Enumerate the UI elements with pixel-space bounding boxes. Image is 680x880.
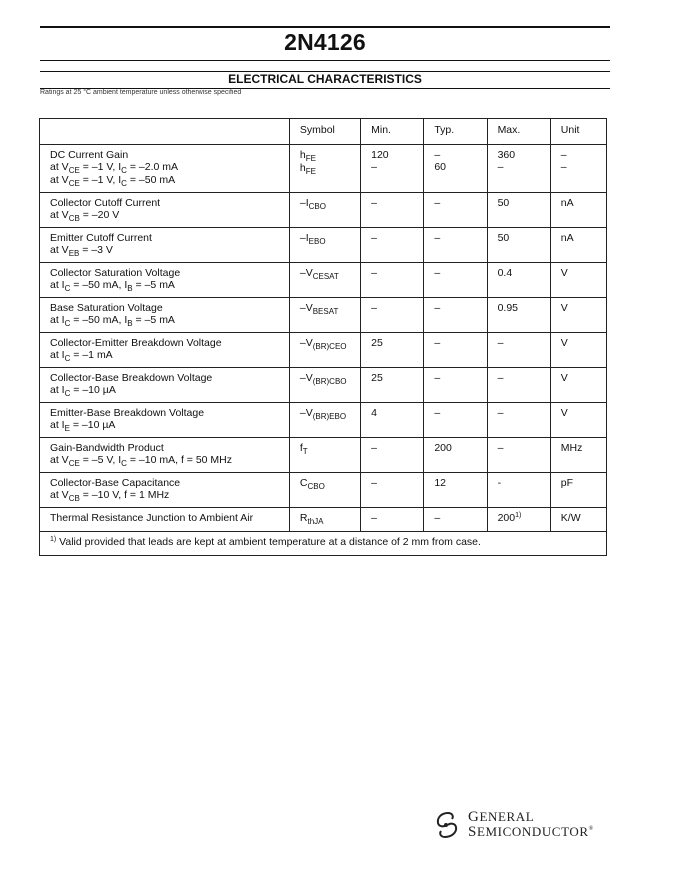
unit-cell <box>550 333 606 368</box>
symbol-cell <box>289 228 360 263</box>
max-cell <box>487 193 550 228</box>
unit-cell-line: – <box>560 149 567 161</box>
unit-cell-line: pF <box>560 477 574 489</box>
symbol-cell-line: $h_{FE}$ <box>299 149 316 163</box>
table-row <box>40 228 607 263</box>
param-cell <box>40 298 290 333</box>
param-cell-line: Collector-Base Breakdown Voltage <box>50 372 213 384</box>
symbol-cell-line: $C_{CBO}$ <box>299 477 325 491</box>
max-cell-line: – <box>497 442 504 454</box>
typ-cell <box>424 228 487 263</box>
max-cell-line: – <box>497 161 504 173</box>
electrical-characteristics-table <box>39 118 607 556</box>
min-cell <box>361 403 424 438</box>
min-cell <box>361 228 424 263</box>
max-cell <box>487 145 550 193</box>
part-number-title: 2N4126 <box>284 29 366 55</box>
param-cell-line: Emitter-Base Breakdown Voltage <box>50 407 205 419</box>
max-cell <box>487 228 550 263</box>
max-cell <box>487 508 550 532</box>
typ-cell <box>424 508 487 532</box>
footnote-cell <box>40 532 607 556</box>
table-body <box>40 145 607 532</box>
logo-text-general: GENERAL <box>468 809 535 825</box>
unit-cell-line: nA <box>560 232 574 244</box>
symbol-cell <box>289 438 360 473</box>
typ-cell-line: – <box>434 407 441 419</box>
param-cell-line: at $V_{CE} = -5$ V, $I_C = -10$ mA, f = 50 MHz <box>50 454 232 468</box>
param-cell-line: Collector-Emitter Breakdown Voltage <box>50 337 222 349</box>
unit-cell <box>550 508 606 532</box>
header-unit: Unit <box>550 119 606 145</box>
param-cell <box>40 473 290 508</box>
max-cell-line: 200 <box>497 512 516 524</box>
typ-cell <box>424 298 487 333</box>
unit-cell <box>550 473 606 508</box>
typ-cell-line: – <box>434 149 441 161</box>
unit-cell-line: V <box>560 302 568 314</box>
symbol-cell <box>289 298 360 333</box>
typ-cell-line: 12 <box>434 477 447 489</box>
unit-cell-line: V <box>560 337 568 349</box>
table-row <box>40 403 607 438</box>
header-min: Min. <box>361 119 424 145</box>
symbol-cell-line: $-V_{(BR)EBO}$ <box>299 407 347 421</box>
company-logo-icon <box>432 810 462 840</box>
param-cell <box>40 438 290 473</box>
param-cell-line: at $V_{CB} = -20$ V <box>50 209 120 223</box>
min-cell <box>361 263 424 298</box>
symbol-cell-line: $-V_{(BR)CEO}$ <box>299 337 347 351</box>
max-cell-line: 50 <box>497 197 510 209</box>
min-cell-line: – <box>371 161 377 173</box>
param-cell-line: at $I_C = -50$ mA, $I_B = -5$ mA <box>50 279 175 293</box>
typ-cell-line: – <box>434 197 441 209</box>
min-cell <box>361 333 424 368</box>
top-rule <box>40 26 610 28</box>
max-cell <box>487 333 550 368</box>
unit-cell-line: K/W <box>560 512 581 524</box>
unit-cell <box>550 193 606 228</box>
min-cell-line: 25 <box>371 372 383 384</box>
unit-cell <box>550 438 606 473</box>
min-cell-line: – <box>371 477 377 489</box>
max-cell-line: – <box>497 337 504 349</box>
unit-cell <box>550 263 606 298</box>
typ-cell <box>424 145 487 193</box>
table-row <box>40 333 607 368</box>
max-cell <box>487 263 550 298</box>
param-cell-line: at $V_{CB} = -10$ V, f = 1 MHz <box>50 489 170 503</box>
typ-cell-line: – <box>434 267 441 279</box>
param-cell-line: at $V_{CE} = -1$ V, $I_C = -2.0$ mA <box>50 161 179 175</box>
symbol-cell <box>289 403 360 438</box>
param-cell-line: Collector Saturation Voltage <box>50 267 181 279</box>
unit-cell <box>550 368 606 403</box>
symbol-cell-line: $f_T$ <box>299 442 308 456</box>
symbol-cell-line: $-V_{CESAT}$ <box>299 267 339 281</box>
symbol-cell-line: $-I_{CBO}$ <box>299 197 326 211</box>
param-cell <box>40 508 290 532</box>
min-cell <box>361 298 424 333</box>
param-cell-line: at $I_E = -10$ µA <box>50 419 116 433</box>
table-row <box>40 368 607 403</box>
header-typ: Typ. <box>424 119 487 145</box>
param-cell-line: at $I_C = -10$ µA <box>50 384 116 398</box>
title-rule <box>40 60 610 61</box>
param-cell-line: Collector Cutoff Current <box>50 197 161 209</box>
param-cell-line: Thermal Resistance Junction to Ambient Air <box>50 512 254 524</box>
typ-cell <box>424 403 487 438</box>
footnote-text: Valid provided that leads are kept at ambient temperature at a distance of 2 mm from case. <box>59 536 481 548</box>
unit-cell <box>550 228 606 263</box>
header-max: Max. <box>487 119 550 145</box>
unit-cell <box>550 298 606 333</box>
typ-cell <box>424 193 487 228</box>
logo-text-semiconductor-word: SEMICONDUCTOR <box>468 824 589 840</box>
unit-cell-line: nA <box>560 197 574 209</box>
typ-cell-line: – <box>434 302 441 314</box>
general-semiconductor-logo <box>432 808 602 840</box>
max-cell <box>487 298 550 333</box>
symbol-cell <box>289 145 360 193</box>
param-cell <box>40 228 290 263</box>
symbol-cell-line: $h_{FE}$ <box>299 162 316 176</box>
max-cell <box>487 368 550 403</box>
max-cell-line: - <box>497 477 502 489</box>
min-cell <box>361 473 424 508</box>
typ-cell-line: 60 <box>434 161 447 173</box>
min-cell-line: – <box>371 197 377 209</box>
max-cell-line: 50 <box>497 232 510 244</box>
typ-cell <box>424 333 487 368</box>
typ-cell <box>424 368 487 403</box>
max-cell <box>487 403 550 438</box>
typ-cell-line: – <box>434 372 441 384</box>
param-cell-line: DC Current Gain <box>50 149 129 161</box>
max-cell-line: 0.4 <box>497 267 513 279</box>
min-cell <box>361 368 424 403</box>
unit-cell-line: – <box>560 161 567 173</box>
section-title: ELECTRICAL CHARACTERISTICS <box>228 72 422 86</box>
symbol-cell-line: $R_{thJA}$ <box>299 512 324 526</box>
param-cell-line: Gain-Bandwidth Product <box>50 442 164 454</box>
registered-mark: ® <box>588 826 594 832</box>
param-cell <box>40 193 290 228</box>
param-cell-line: Collector-Base Capacitance <box>50 477 181 489</box>
min-cell-line: 120 <box>371 149 389 161</box>
typ-cell <box>424 473 487 508</box>
min-cell-line: – <box>371 302 377 314</box>
table-row <box>40 145 607 193</box>
param-cell-line: at $V_{EB} = -3$ V <box>50 244 113 258</box>
param-cell-line: Base Saturation Voltage <box>50 302 163 314</box>
table-row <box>40 298 607 333</box>
param-cell-line: Emitter Cutoff Current <box>50 232 152 244</box>
min-cell <box>361 438 424 473</box>
param-cell <box>40 263 290 298</box>
max-cell <box>487 438 550 473</box>
param-cell <box>40 333 290 368</box>
typ-cell-line: – <box>434 232 441 244</box>
unit-cell-line: V <box>560 407 568 419</box>
unit-cell-line: V <box>560 372 568 384</box>
param-cell-line: at $I_C = -50$ mA, $I_B = -5$ mA <box>50 314 175 328</box>
min-cell <box>361 508 424 532</box>
footnote-row <box>40 532 607 556</box>
max-cell-line: – <box>497 372 504 384</box>
header-symbol: Symbol <box>289 119 360 145</box>
symbol-cell <box>289 508 360 532</box>
symbol-cell <box>289 368 360 403</box>
typ-cell <box>424 263 487 298</box>
min-cell-line: – <box>371 512 377 524</box>
param-cell-line: at $I_C = -1$ mA <box>50 349 113 363</box>
symbol-cell-line: $-V_{(BR)CBO}$ <box>299 372 347 386</box>
max-footnote-marker: 1) <box>515 512 522 519</box>
logo-text-semiconductor <box>468 824 594 841</box>
param-cell <box>40 145 290 193</box>
param-cell <box>40 368 290 403</box>
max-cell <box>487 473 550 508</box>
symbol-cell <box>289 193 360 228</box>
symbol-cell <box>289 263 360 298</box>
min-cell-line: – <box>371 442 377 454</box>
min-cell <box>361 193 424 228</box>
symbol-cell <box>289 333 360 368</box>
ratings-note: Ratings at 25 °C ambient temperature unless otherwise specified <box>40 89 242 96</box>
header-param <box>40 119 290 145</box>
symbol-cell <box>289 473 360 508</box>
table-row <box>40 508 607 532</box>
footnote-marker: 1) <box>50 536 57 543</box>
max-cell-line: 0.95 <box>497 302 518 314</box>
typ-cell-line: – <box>434 512 441 524</box>
max-cell-line: 360 <box>497 149 516 161</box>
unit-cell-line: MHz <box>560 442 583 454</box>
unit-cell-line: V <box>560 267 568 279</box>
table-header-row <box>40 119 607 145</box>
table-row <box>40 263 607 298</box>
table-row <box>40 193 607 228</box>
max-cell-line: – <box>497 407 504 419</box>
typ-cell <box>424 438 487 473</box>
unit-cell <box>550 403 606 438</box>
param-cell-line: at $V_{CE} = -1$ V, $I_C = -50$ mA <box>50 174 176 188</box>
typ-cell-line: 200 <box>434 442 452 454</box>
unit-cell <box>550 145 606 193</box>
min-cell-line: – <box>371 267 377 279</box>
typ-cell-line: – <box>434 337 441 349</box>
min-cell <box>361 145 424 193</box>
min-cell-line: 4 <box>371 407 377 419</box>
symbol-cell-line: $-I_{EBO}$ <box>299 232 326 246</box>
table-row <box>40 438 607 473</box>
symbol-cell-line: $-V_{BESAT}$ <box>299 302 339 316</box>
min-cell-line: 25 <box>371 337 383 349</box>
param-cell <box>40 403 290 438</box>
min-cell-line: – <box>371 232 377 244</box>
table-row <box>40 473 607 508</box>
